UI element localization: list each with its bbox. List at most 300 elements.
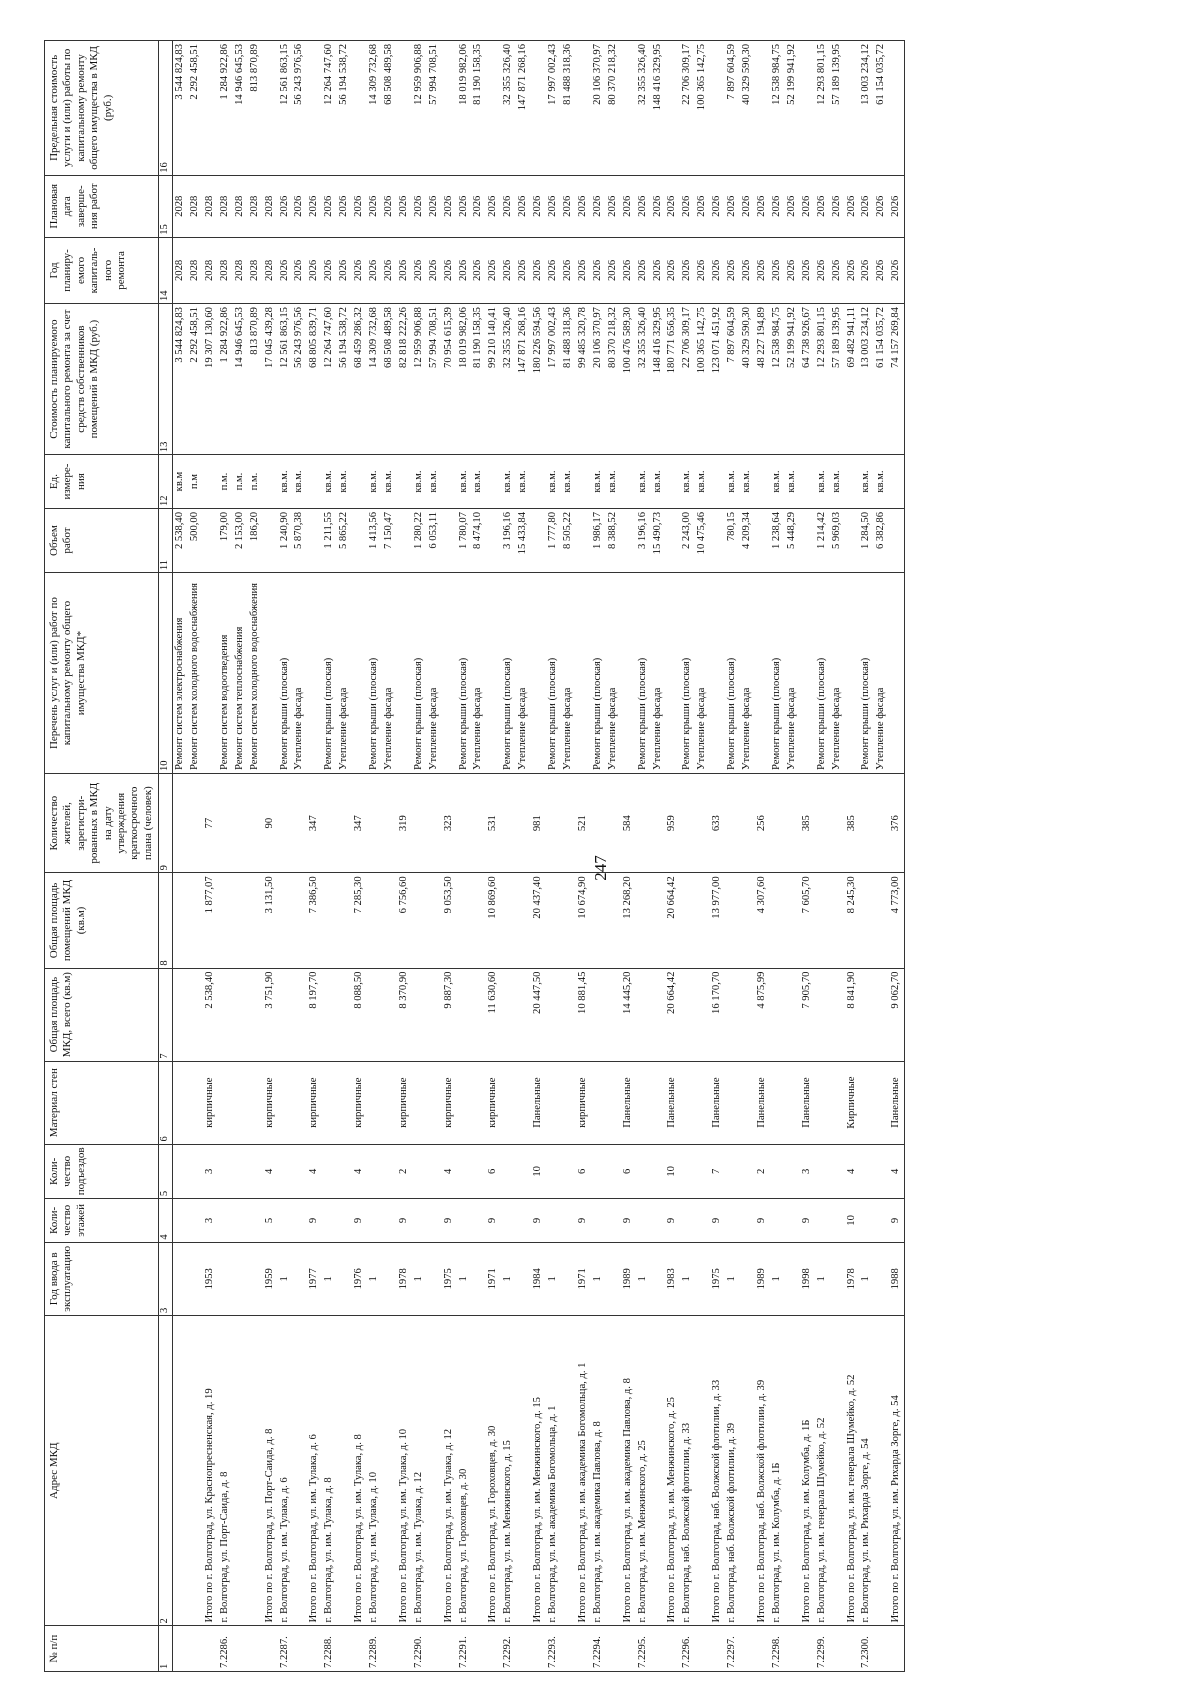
table-cell	[665, 508, 680, 572]
table-row	[740, 41, 755, 1672]
table-cell: г. Волгоград, ул. им. Колумба, д. 1Б	[770, 1315, 785, 1626]
table-cell: 68 459 286,32	[352, 304, 367, 455]
table-cell: 385	[800, 773, 815, 872]
table-cell: 6	[486, 1144, 501, 1199]
table-cell	[740, 1199, 755, 1242]
total-row	[531, 41, 546, 1672]
table-cell: 10 475,46	[695, 508, 710, 572]
table-cell	[367, 1144, 382, 1199]
table-cell: Итого по г. Волгоград, ул. Краснопресненская, д. 19	[203, 1315, 218, 1626]
table-cell: Итого по г. Волгоград, ул. им. Тулака, д. 6	[307, 1315, 322, 1626]
table-cell: 2026	[486, 237, 501, 303]
table-row	[501, 41, 516, 1672]
table-cell: 2026	[815, 237, 830, 303]
table-cell: кв.м.	[546, 455, 561, 509]
table-row	[248, 41, 263, 1672]
table-cell	[218, 968, 233, 1061]
table-cell: 32 355 326,40	[501, 304, 516, 455]
table-cell: 1 877,07	[203, 873, 218, 968]
table-row	[173, 41, 188, 1672]
table-cell: 186,20	[248, 508, 263, 572]
table-cell: 2026	[606, 237, 621, 303]
table-cell	[725, 773, 740, 872]
table-cell: 385	[845, 773, 860, 872]
table-cell	[233, 873, 248, 968]
table-cell: 8 505,22	[561, 508, 576, 572]
table-cell: 2026	[516, 175, 531, 237]
table-cell	[680, 873, 695, 968]
table-cell: 2026	[367, 175, 382, 237]
table-cell	[651, 1144, 666, 1199]
table-cell: 9	[710, 1199, 725, 1242]
table-cell	[278, 968, 293, 1061]
table-cell	[337, 1626, 352, 1672]
table-cell: 1 413,56	[367, 508, 382, 572]
table-cell: 1	[725, 1242, 740, 1315]
table-cell	[457, 1061, 472, 1144]
table-cell	[203, 508, 218, 572]
table-cell: Утепление фасада	[606, 573, 621, 774]
table-cell: 4	[352, 1144, 367, 1199]
table-cell	[755, 1626, 770, 1672]
table-cell	[501, 1061, 516, 1144]
table-cell: Итого по г. Волгоград, ул. им. Тулака, д. 8	[352, 1315, 367, 1626]
table-cell	[188, 1626, 203, 1672]
table-cell: 148 416 329,95	[651, 41, 666, 176]
table-cell: 7 897 604,59	[725, 304, 740, 455]
table-cell	[248, 968, 263, 1061]
column-header: Количество жителей, зарегистри-рованных в МКД на дату утверждения краткосрочного плана (человек)	[45, 773, 159, 872]
table-cell: кв.м.	[382, 455, 397, 509]
table-cell: 147 871 268,16	[516, 304, 531, 455]
table-cell: 15 433,84	[516, 508, 531, 572]
table-cell: 2028	[263, 237, 278, 303]
table-cell: 1	[322, 1242, 337, 1315]
column-number: 3	[159, 1242, 173, 1315]
header-row	[45, 41, 159, 1672]
table-cell: 6 756,60	[397, 873, 412, 968]
table-row	[591, 41, 606, 1672]
table-cell	[337, 1199, 352, 1242]
table-cell: 12 538 984,75	[770, 304, 785, 455]
column-number: 4	[159, 1199, 173, 1242]
table-cell: 20 447,50	[531, 968, 546, 1061]
table-cell: кв.м.	[591, 455, 606, 509]
table-cell: 2028	[233, 175, 248, 237]
table-cell: 7.2299.	[815, 1626, 830, 1672]
table-cell	[874, 1626, 889, 1672]
table-cell	[516, 773, 531, 872]
table-cell	[471, 1061, 486, 1144]
table-cell: 81 488 318,36	[561, 41, 576, 176]
table-cell	[651, 1061, 666, 1144]
table-cell: 1 240,90	[278, 508, 293, 572]
table-cell: 2028	[203, 175, 218, 237]
table-cell: кв.м.	[680, 455, 695, 509]
table-cell: Утепление фасада	[292, 573, 307, 774]
table-cell	[322, 1144, 337, 1199]
table-cell	[248, 873, 263, 968]
table-cell: 1	[636, 1242, 651, 1315]
table-cell: п.м.	[218, 455, 233, 509]
capital-repair-table	[44, 40, 905, 1672]
table-cell: 3	[800, 1144, 815, 1199]
table-cell: 10	[665, 1144, 680, 1199]
table-cell	[292, 1061, 307, 1144]
table-cell	[889, 455, 904, 509]
table-cell	[770, 968, 785, 1061]
table-cell	[203, 455, 218, 509]
table-cell	[874, 1061, 889, 1144]
table-cell	[471, 1626, 486, 1672]
table-cell: 2026	[845, 175, 860, 237]
table-cell: 7 386,50	[307, 873, 322, 968]
table-row	[546, 41, 561, 1672]
table-cell	[233, 1144, 248, 1199]
table-cell	[457, 1144, 472, 1199]
table-cell: 1975	[442, 1242, 457, 1315]
table-cell: 2026	[830, 175, 845, 237]
table-cell: 12 264 747,60	[322, 304, 337, 455]
table-cell	[845, 508, 860, 572]
table-cell	[606, 1199, 621, 1242]
table-cell: кв.м.	[874, 455, 889, 509]
table-cell: 4	[845, 1144, 860, 1199]
table-cell: Панельные	[665, 1061, 680, 1144]
table-cell: 15 490,73	[651, 508, 666, 572]
table-cell	[412, 773, 427, 872]
table-cell	[173, 1626, 188, 1672]
table-cell	[233, 1061, 248, 1144]
table-cell: Утепление фасада	[830, 573, 845, 774]
table-cell: п.м.	[248, 455, 263, 509]
table-cell: 2026	[352, 175, 367, 237]
table-cell	[188, 1242, 203, 1315]
table-cell	[770, 773, 785, 872]
table-cell: 1 986,17	[591, 508, 606, 572]
table-cell	[188, 1061, 203, 1144]
table-cell	[785, 1061, 800, 1144]
table-cell: 5 448,29	[785, 508, 800, 572]
table-cell: 40 329 590,30	[740, 304, 755, 455]
table-cell	[785, 773, 800, 872]
total-row	[665, 41, 680, 1672]
rotated-table-container	[44, 40, 1174, 1672]
table-cell: 100 365 142,75	[695, 304, 710, 455]
table-cell: 4	[307, 1144, 322, 1199]
table-cell	[263, 1626, 278, 1672]
table-cell	[636, 1144, 651, 1199]
table-cell: 5 865,22	[337, 508, 352, 572]
table-cell	[785, 873, 800, 968]
table-cell	[636, 1061, 651, 1144]
table-cell: кирпичные	[397, 1061, 412, 1144]
table-cell	[859, 873, 874, 968]
table-cell	[501, 873, 516, 968]
table-cell	[561, 1626, 576, 1672]
table-cell	[397, 508, 412, 572]
table-cell	[845, 41, 860, 176]
table-cell	[636, 968, 651, 1061]
table-cell: 2026	[397, 175, 412, 237]
table-cell	[173, 773, 188, 872]
table-cell: 17 997 002,43	[546, 41, 561, 176]
column-number: 12	[159, 455, 173, 509]
table-cell: Утепление фасада	[516, 573, 531, 774]
table-cell	[248, 1144, 263, 1199]
table-cell: 2026	[501, 237, 516, 303]
table-cell: 2026	[591, 175, 606, 237]
table-cell: кв.м.	[457, 455, 472, 509]
table-cell: 4 773,00	[889, 873, 904, 968]
table-cell	[397, 455, 412, 509]
table-cell: 69 482 941,11	[845, 304, 860, 455]
table-cell: п.м.	[233, 455, 248, 509]
table-cell	[203, 41, 218, 176]
table-cell: 7 150,47	[382, 508, 397, 572]
total-row	[307, 41, 322, 1672]
table-cell	[740, 773, 755, 872]
table-cell	[397, 41, 412, 176]
table-cell: 14 946 645,53	[233, 41, 248, 176]
table-cell: 347	[352, 773, 367, 872]
table-cell: 5 870,38	[292, 508, 307, 572]
table-cell	[322, 1061, 337, 1144]
table-cell	[710, 573, 725, 774]
table-cell	[859, 773, 874, 872]
table-cell	[740, 968, 755, 1061]
table-cell	[367, 873, 382, 968]
table-cell	[412, 873, 427, 968]
table-row	[233, 41, 248, 1672]
table-cell: 18 019 982,06	[457, 304, 472, 455]
table-cell	[621, 508, 636, 572]
table-cell	[173, 1242, 188, 1315]
table-cell: 500,00	[188, 508, 203, 572]
table-cell: 2026	[710, 175, 725, 237]
table-cell: Утепление фасада	[740, 573, 755, 774]
table-cell	[651, 1626, 666, 1672]
table-cell: 1	[501, 1242, 516, 1315]
table-cell	[218, 1061, 233, 1144]
table-cell: 2026	[710, 237, 725, 303]
table-cell: 1 284 922,86	[218, 41, 233, 176]
page-number: 247	[590, 855, 610, 881]
table-cell: 12 959 906,88	[412, 41, 427, 176]
table-cell	[636, 873, 651, 968]
table-cell: 1 238,64	[770, 508, 785, 572]
table-cell	[576, 41, 591, 176]
table-cell: 7 285,30	[352, 873, 367, 968]
table-cell	[516, 1242, 531, 1315]
table-cell: 2026	[307, 237, 322, 303]
table-cell: Утепление фасада	[471, 573, 486, 774]
table-cell	[412, 1199, 427, 1242]
table-cell: 9	[576, 1199, 591, 1242]
table-cell: кв.м.	[337, 455, 352, 509]
table-cell	[830, 1199, 845, 1242]
table-cell: г. Волгоград, наб. Волжской флотилии, д. 39	[725, 1315, 740, 1626]
table-cell: г. Волгоград, ул. им. Тулака, д. 12	[412, 1315, 427, 1626]
table-cell	[352, 41, 367, 176]
table-cell	[859, 1144, 874, 1199]
table-cell: кв.м	[173, 455, 188, 509]
table-cell	[382, 873, 397, 968]
table-cell	[367, 968, 382, 1061]
table-cell: 100 476 589,30	[621, 304, 636, 455]
table-cell: 52 199 941,92	[785, 41, 800, 176]
table-cell	[740, 1061, 755, 1144]
table-cell: кв.м.	[830, 455, 845, 509]
table-row	[606, 41, 621, 1672]
table-cell	[442, 455, 457, 509]
table-cell: 1989	[621, 1242, 636, 1315]
total-row	[889, 41, 904, 1672]
table-cell	[874, 1242, 889, 1315]
table-cell	[785, 1626, 800, 1672]
table-cell	[531, 508, 546, 572]
table-cell: 2026	[531, 237, 546, 303]
table-cell: Итого по г. Волгоград, ул. им. Тулака, д. 10	[397, 1315, 412, 1626]
table-cell: 2028	[248, 237, 263, 303]
table-cell	[427, 1315, 442, 1626]
table-cell: 2 538,40	[203, 968, 218, 1061]
table-cell	[263, 455, 278, 509]
table-cell	[173, 1199, 188, 1242]
table-cell	[859, 968, 874, 1061]
table-cell	[292, 773, 307, 872]
table-cell: 2026	[621, 175, 636, 237]
table-cell	[486, 41, 501, 176]
table-cell: 2026	[292, 237, 307, 303]
table-cell: 8 474,10	[471, 508, 486, 572]
column-number: 15	[159, 175, 173, 237]
table-cell: 40 329 590,30	[740, 41, 755, 176]
table-cell	[173, 968, 188, 1061]
table-row	[680, 41, 695, 1672]
table-cell: 2026	[636, 175, 651, 237]
table-cell	[516, 1199, 531, 1242]
table-cell: Ремонт систем теплоснабжения	[233, 573, 248, 774]
table-cell	[591, 1144, 606, 1199]
table-cell	[680, 773, 695, 872]
table-cell	[561, 773, 576, 872]
table-cell: г. Волгоград, ул. им. Менжинского, д. 15	[501, 1315, 516, 1626]
table-cell: 1 280,22	[412, 508, 427, 572]
table-cell: 2026	[278, 237, 293, 303]
table-cell	[606, 873, 621, 968]
table-cell: 2026	[800, 237, 815, 303]
table-cell	[546, 1144, 561, 1199]
table-cell: 3 544 824,83	[173, 304, 188, 455]
column-number-row	[159, 41, 173, 1672]
table-cell	[173, 873, 188, 968]
table-cell	[606, 1626, 621, 1672]
table-cell: Панельные	[800, 1061, 815, 1144]
table-cell: 2026	[830, 237, 845, 303]
table-cell: 56 243 976,56	[292, 304, 307, 455]
table-cell	[248, 1626, 263, 1672]
table-cell: кв.м.	[859, 455, 874, 509]
table-cell: 80 370 218,32	[606, 304, 621, 455]
table-cell: 2028	[263, 175, 278, 237]
table-cell	[173, 1315, 188, 1626]
table-cell	[471, 1242, 486, 1315]
table-cell	[442, 1626, 457, 1672]
table-cell: кв.м.	[427, 455, 442, 509]
table-cell: кв.м.	[695, 455, 710, 509]
table-cell	[188, 873, 203, 968]
table-cell	[815, 1199, 830, 1242]
table-cell: Ремонт крыши (плоская)	[859, 573, 874, 774]
table-cell	[278, 1199, 293, 1242]
table-cell: 323	[442, 773, 457, 872]
table-cell: 2026	[382, 237, 397, 303]
table-cell: кв.м.	[367, 455, 382, 509]
table-cell: 2028	[233, 237, 248, 303]
table-cell: 20 106 370,97	[591, 304, 606, 455]
table-cell: 2026	[815, 175, 830, 237]
column-header: Общая площадь МКД, всего (кв.м)	[45, 968, 159, 1061]
table-cell: кирпичные	[352, 1061, 367, 1144]
table-cell: 8 841,90	[845, 968, 860, 1061]
table-cell: 7.2287.	[278, 1626, 293, 1672]
table-cell: 9	[755, 1199, 770, 1242]
table-cell: 12 293 801,15	[815, 304, 830, 455]
table-cell: 2026	[651, 237, 666, 303]
column-number: 11	[159, 508, 173, 572]
table-cell	[606, 1144, 621, 1199]
table-cell	[874, 773, 889, 872]
table-cell: 10 674,90	[576, 873, 591, 968]
table-cell	[188, 1199, 203, 1242]
table-cell	[188, 773, 203, 872]
table-cell	[248, 1242, 263, 1315]
table-cell: 9	[800, 1199, 815, 1242]
table-cell: 2026	[889, 237, 904, 303]
table-cell: кв.м.	[561, 455, 576, 509]
table-cell	[800, 573, 815, 774]
table-cell	[412, 1144, 427, 1199]
table-cell	[382, 1144, 397, 1199]
table-cell: 2	[397, 1144, 412, 1199]
column-number: 10	[159, 573, 173, 774]
table-cell: 70 954 615,39	[442, 304, 457, 455]
table-cell	[427, 1626, 442, 1672]
table-cell	[576, 455, 591, 509]
table-cell: 2026	[307, 175, 322, 237]
table-cell: 7.2296.	[680, 1626, 695, 1672]
table-cell	[710, 508, 725, 572]
table-cell: 10 881,45	[576, 968, 591, 1061]
column-header: Год планиру-емого капиталь-ного ремонта	[45, 237, 159, 303]
table-cell: 521	[576, 773, 591, 872]
table-cell: 2026	[576, 175, 591, 237]
table-cell	[427, 1199, 442, 1242]
table-cell: 180 226 594,56	[531, 304, 546, 455]
table-cell	[889, 508, 904, 572]
total-row	[621, 41, 636, 1672]
table-cell	[218, 1242, 233, 1315]
table-cell	[427, 1144, 442, 1199]
table-cell	[382, 968, 397, 1061]
table-cell	[382, 1315, 397, 1626]
table-cell: 22 706 309,17	[680, 304, 695, 455]
table-cell: 2028	[218, 175, 233, 237]
table-cell	[173, 1144, 188, 1199]
table-cell: Утепление фасада	[382, 573, 397, 774]
table-cell	[546, 1061, 561, 1144]
